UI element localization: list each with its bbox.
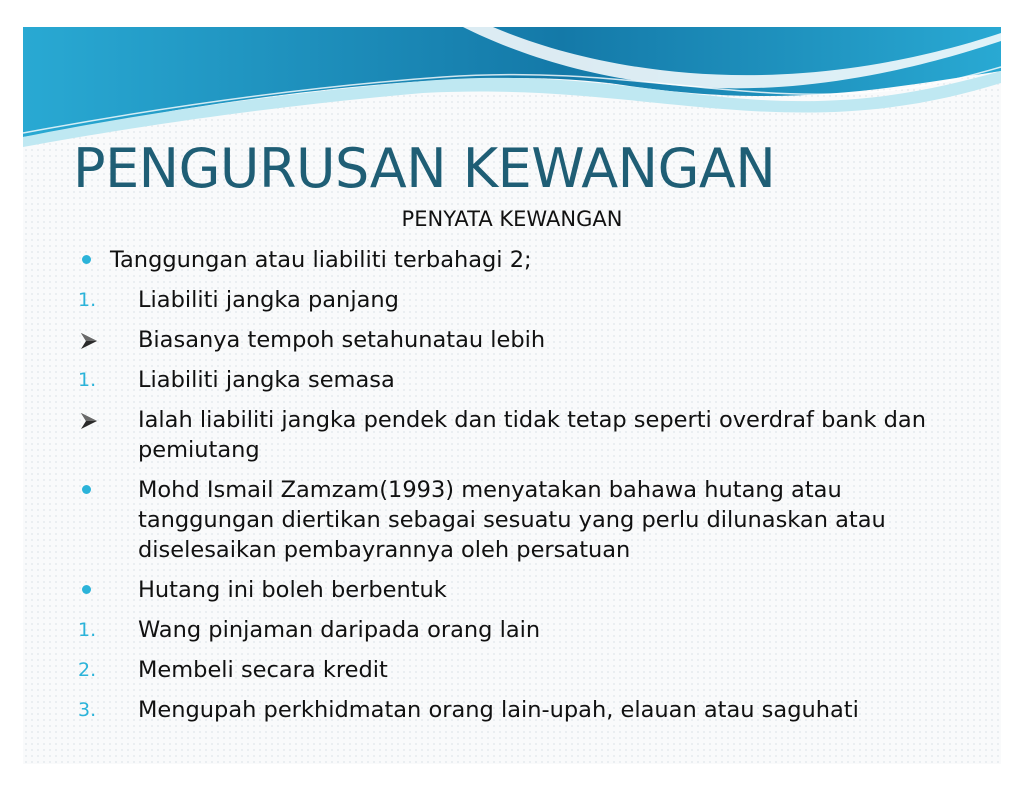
list-item-text: Mohd Ismail Zamzam(1993) menyatakan bahawa hutang atau tanggungan diertikan sebagai sesuatu yang perlu dilunaskan atau diselesaikan pembayrannya oleh persatuan	[138, 477, 886, 563]
page-subtitle: PENYATA KEWANGAN	[401, 207, 623, 231]
slide	[23, 27, 1001, 764]
list-item	[78, 475, 958, 565]
content-list	[78, 245, 958, 735]
list-item	[78, 695, 958, 725]
list-item-text: Tanggungan atau liabiliti terbahagi 2;	[110, 247, 532, 273]
list-item-text: Liabiliti jangka panjang	[138, 287, 399, 313]
bullet-icon	[78, 575, 91, 594]
number-marker: 1.	[78, 369, 97, 391]
list-item	[78, 655, 958, 685]
list-item	[78, 615, 958, 645]
wave-banner	[23, 27, 1001, 147]
bullet-icon	[78, 475, 91, 494]
list-item-text: Liabiliti jangka semasa	[138, 367, 395, 393]
list-item-text: Hutang ini boleh berbentuk	[138, 577, 447, 603]
number-marker: 3.	[78, 699, 97, 721]
list-item-text: Biasanya tempoh setahunatau lebih	[138, 327, 546, 353]
number-marker: 1.	[78, 289, 97, 311]
list-item-text: Wang pinjaman daripada orang lain	[138, 617, 541, 643]
list-item-text: Ialah liabiliti jangka pendek dan tidak tetap seperti overdraf bank dan pemiutang	[138, 407, 926, 463]
list-item	[78, 285, 958, 315]
list-item	[78, 575, 958, 605]
list-item	[78, 325, 958, 355]
bullet-dot-icon	[82, 585, 91, 594]
list-item-text: Mengupah perkhidmatan orang lain-upah, elauan atau saguhati	[138, 697, 859, 723]
number-marker: 1.	[78, 619, 97, 641]
arrow-bullet-icon	[78, 405, 100, 432]
bullet-dot-icon	[82, 255, 91, 264]
bullet-icon	[78, 245, 91, 264]
list-item	[78, 365, 958, 395]
arrow-bullet-icon	[78, 325, 100, 352]
list-item	[78, 405, 958, 465]
list-item	[78, 245, 958, 275]
number-marker: 2.	[78, 659, 97, 681]
bullet-dot-icon	[82, 485, 91, 494]
list-item-text: Membeli secara kredit	[138, 657, 388, 683]
page-title: PENGURUSAN KEWANGAN	[73, 137, 776, 200]
